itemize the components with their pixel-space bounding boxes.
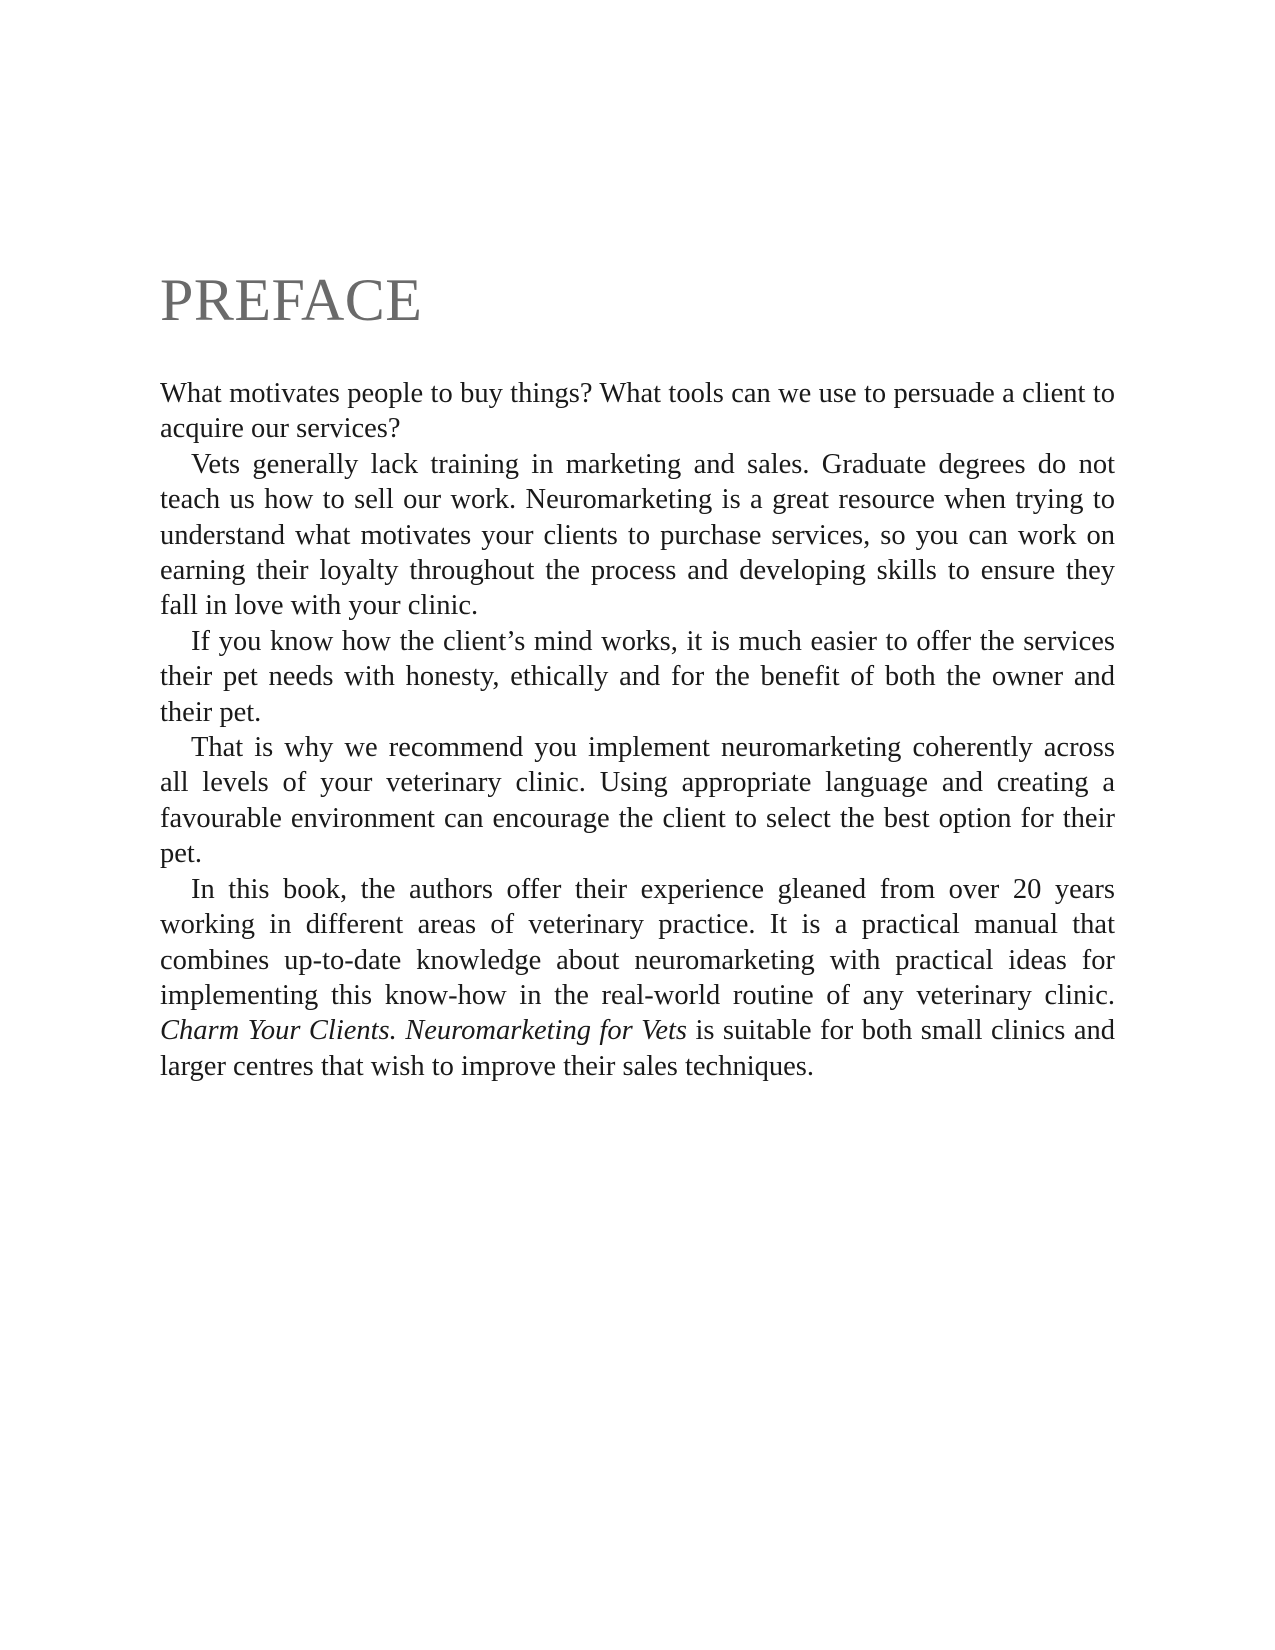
book-title: Charm Your Clients. Neuromarketing for Vets	[160, 1015, 688, 1047]
paragraph-5-text-end: is suitable for both small clinics and larger centres that wish to improve their sales techniques.	[160, 1015, 1115, 1082]
paragraph-2: Vets generally lack training in marketing and sales. Graduate degrees do not teach us how to sell our work. Neuromarketing is a great resource when trying to understand what motivates your clients to purchase services, so you can work on earning their loyalty throughout the process and developing skills to ensure they fall in love with your clinic.	[160, 448, 1115, 622]
paragraph-4: That is why we recommend you implement neuromarketing coherently across all levels of your veterinary clinic. Using appropriate language and creating a favourable environment can encourage the client to select the best option for their pet.	[160, 732, 1115, 870]
paragraph-5-text-start: In this book, the authors offer their experience gleaned from over 20 years working in different areas of veterinary practice. It is a practical manual that combines up-to-date knowledge about neuromarketing with practical ideas for implementing this know-how in the real-world routine of any veterinary clinic.	[160, 873, 1115, 1011]
paragraph-1: What motivates people to buy things? What tools can we use to persuade a client to acquire our services?	[160, 378, 1115, 445]
paragraph-3: If you know how the client’s mind works, it is much easier to offer the services their pet needs with honesty, ethically and for the benefit of both the owner and their pet.	[160, 625, 1115, 728]
preface-body	[160, 376, 1115, 1084]
paragraph-5	[160, 872, 1115, 1084]
page-title: PREFACE	[160, 267, 423, 333]
